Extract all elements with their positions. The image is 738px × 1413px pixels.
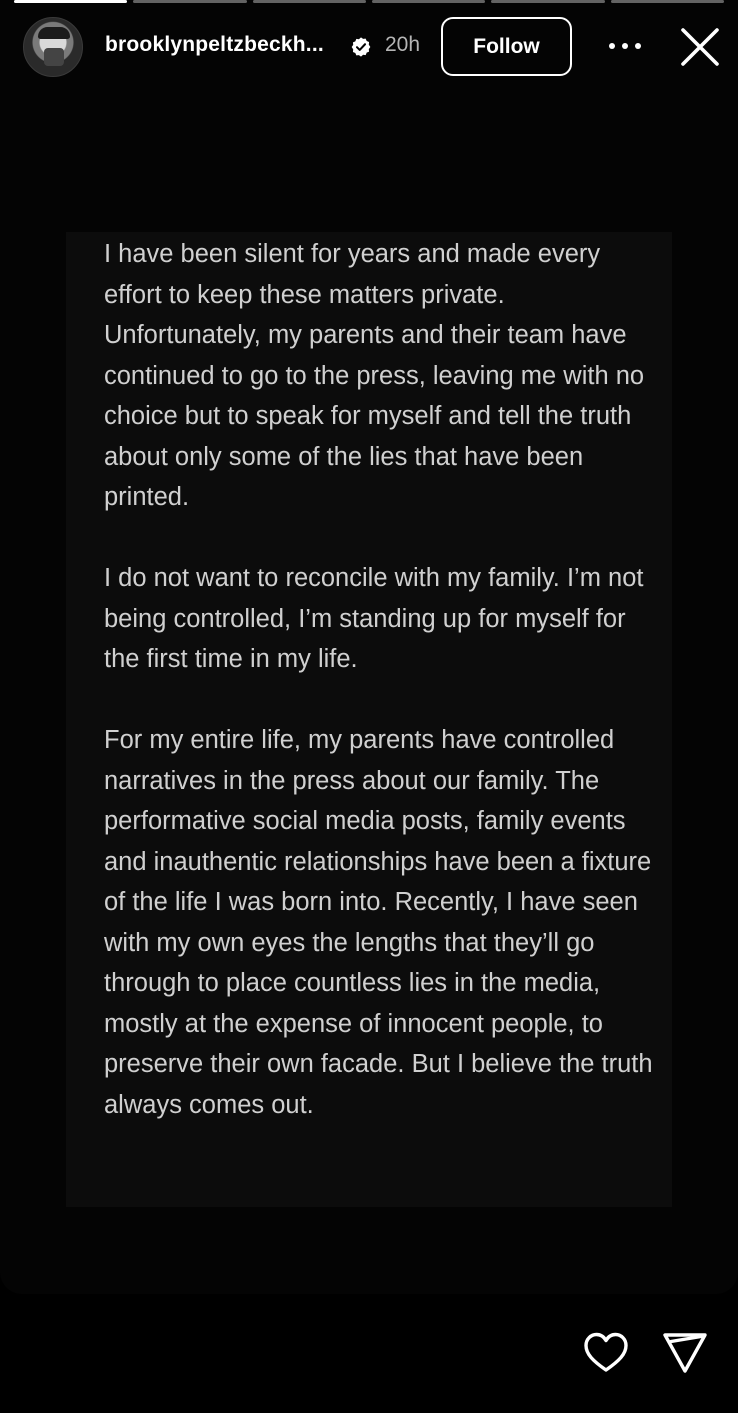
progress-segment (611, 0, 724, 3)
progress-segment (14, 0, 127, 3)
progress-fill (14, 0, 127, 3)
post-time: 20h (385, 33, 421, 56)
story-paragraph: I have been silent for years and made every effort to keep these matters private. Unfortunately, my parents and their team have continued to go to the press, leaving me with no choice but to speak for myself and tell the truth about only some of the lies that have been printed. (104, 240, 645, 511)
story-progress-bars (14, 0, 724, 3)
story-text-content (104, 234, 664, 1125)
author-avatar[interactable] (23, 17, 83, 77)
progress-segment (372, 0, 485, 3)
story-paragraph: For my entire life, my parents have controlled narratives in the press about our family. The performative social media posts, family events and inauthentic relationships have been a fixture of the life I was born into. Recently, I have seen with my own eyes the lengths that they’ll go through to place countless lies in the media, mostly at the expense of innocent people, to preserve their own facade. But I believe the truth always comes out. (104, 726, 653, 1119)
progress-segment (491, 0, 604, 3)
progress-segment (253, 0, 366, 3)
follow-button[interactable]: Follow (441, 17, 572, 76)
heart-icon[interactable] (583, 1330, 629, 1376)
progress-segment (133, 0, 246, 3)
story-paragraph: I do not want to reconcile with my family. I’m not being controlled, I’m standing up for myself for the first time in my life. (104, 564, 644, 673)
story-header (0, 14, 738, 80)
verified-badge-icon (350, 36, 372, 58)
author-username[interactable]: brooklynpeltzbeckh... (105, 33, 324, 56)
more-options-button[interactable] (604, 32, 646, 60)
send-icon[interactable] (662, 1330, 708, 1376)
close-icon[interactable] (678, 25, 722, 69)
more-horizontal-icon (608, 42, 642, 50)
